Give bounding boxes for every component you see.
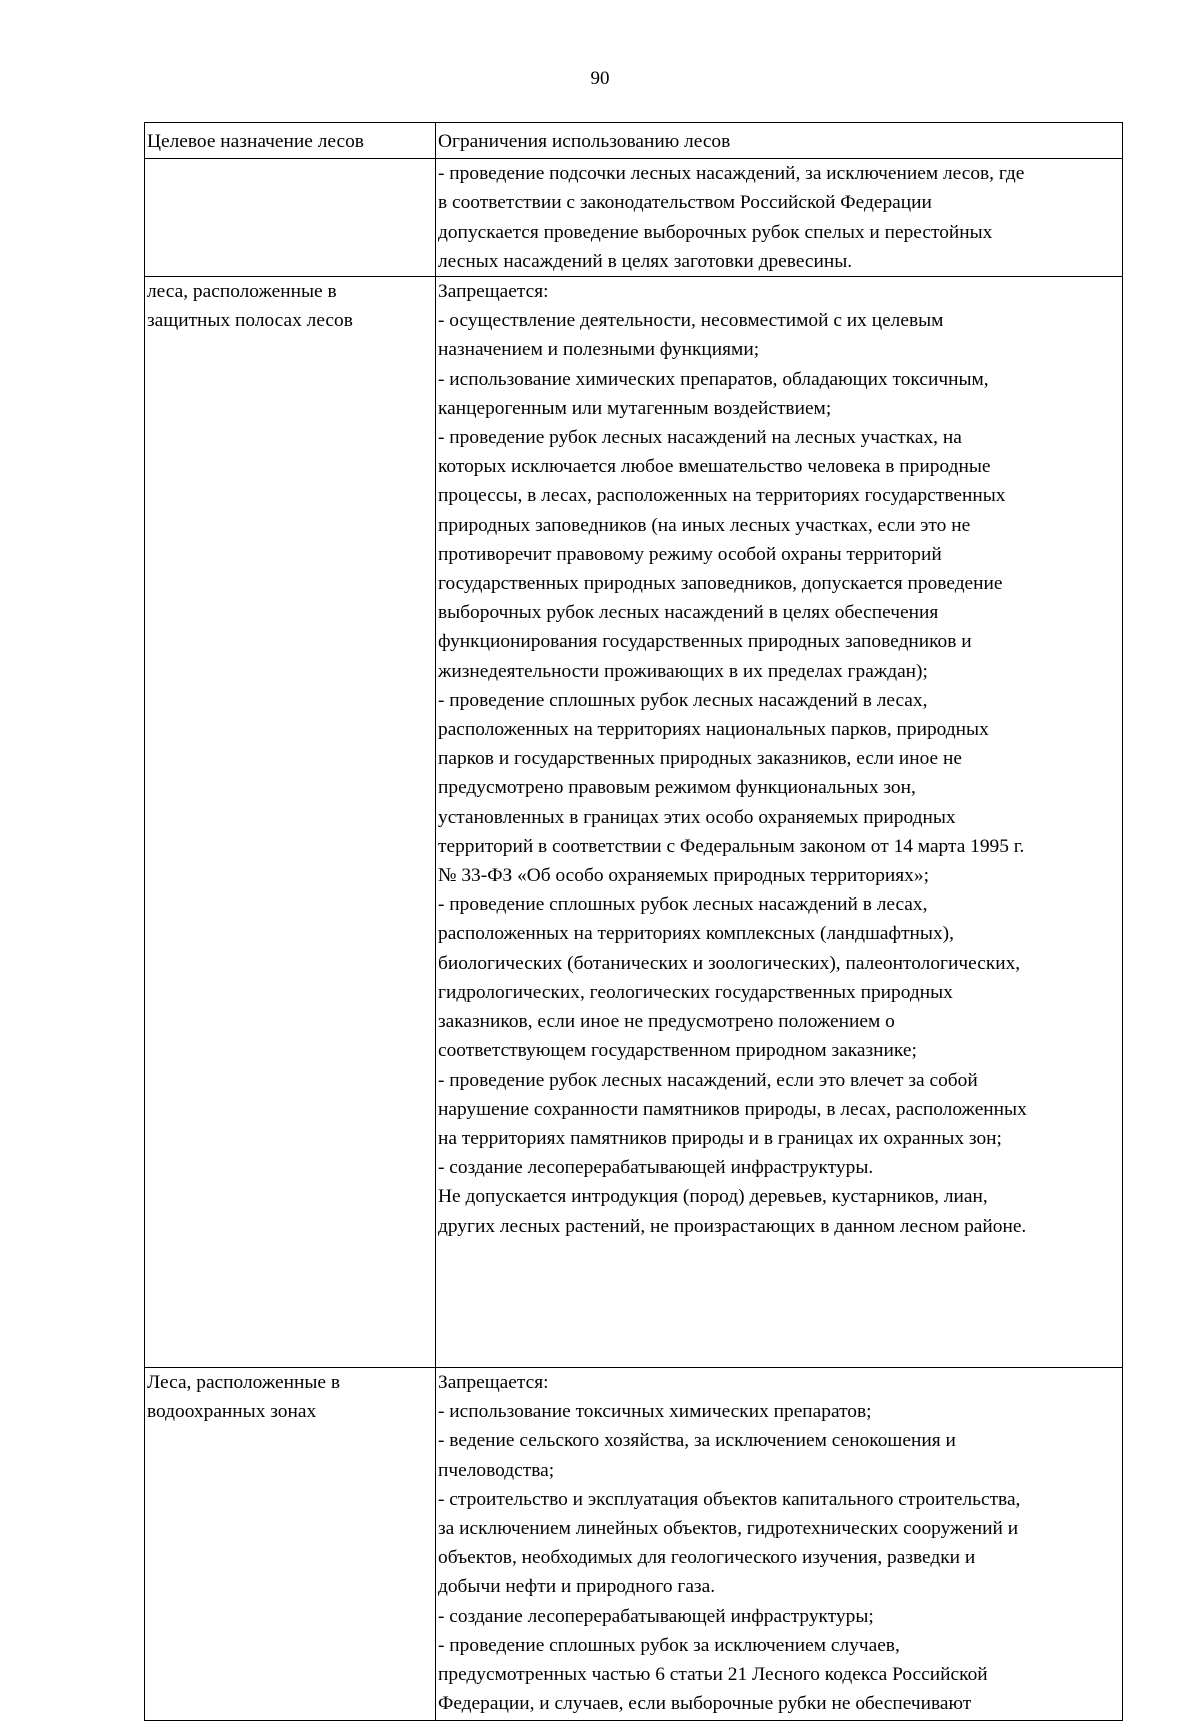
text-line: Федерации, и случаев, если выборочные рубки не обеспечивают: [438, 1693, 972, 1715]
restrictions-cell: [436, 159, 1123, 277]
text-line: природных заповедников (на иных лесных участках, если это не: [438, 514, 971, 536]
text-line: - создание лесоперерабатывающей инфраструктуры;: [438, 1605, 874, 1627]
text-line: - создание лесоперерабатывающей инфраструктуры.: [438, 1157, 874, 1179]
restrictions-table: [144, 122, 1123, 1721]
text-line: других лесных растений, не произрастающих в данном лесном районе.: [438, 1215, 1027, 1237]
purpose-cell: [145, 1368, 436, 1721]
text-line: жизнедеятельности проживающих в их пределах граждан);: [438, 660, 928, 682]
text-line: лесных насаждений в целях заготовки древесины.: [438, 250, 853, 272]
text-line: Леса, расположенные в: [147, 1372, 341, 1394]
text-line: № 33-ФЗ «Об особо охраняемых природных территориях»;: [438, 865, 929, 887]
text-line: - проведение сплошных рубок лесных насаждений в лесах,: [438, 894, 928, 916]
text-line: предусмотренных частью 6 статьи 21 Лесного кодекса Российской: [438, 1664, 988, 1686]
text-line: - использование токсичных химических препаратов;: [438, 1401, 872, 1423]
text-line: объектов, необходимых для геологического изучения, разведки и: [438, 1547, 976, 1569]
text-line: заказников, если иное не предусмотрено положением о: [438, 1011, 895, 1033]
page-number: 90: [590, 68, 610, 89]
text-line: - строительство и эксплуатация объектов капитального строительства,: [438, 1488, 1021, 1510]
text-line: парков и государственных природных заказников, если иное не: [438, 748, 962, 770]
text-line: - проведение рубок лесных насаждений на лесных участках, на: [438, 427, 962, 449]
text-line: - проведение сплошных рубок за исключением случаев,: [438, 1634, 900, 1656]
text-line: которых исключается любое вмешательство человека в природные: [438, 456, 991, 478]
text-line: назначением и полезными функциями;: [438, 339, 760, 361]
text-line: процессы, в лесах, расположенных на территориях государственных: [438, 485, 1006, 507]
table-header-row: [145, 123, 1123, 159]
purpose-cell: [145, 277, 436, 1368]
text-line: противоречит правовому режиму особой охраны территорий: [438, 543, 942, 565]
table-row: [145, 277, 1123, 1368]
text-line: на территориях памятников природы и в границах их охранных зон;: [438, 1127, 1002, 1149]
text-line: - осуществление деятельности, несовместимой с их целевым: [438, 310, 944, 332]
text-line: водоохранных зонах: [147, 1401, 317, 1423]
text-line: биологических (ботанических и зоологических), палеонтологических,: [438, 952, 1021, 974]
text-line: территорий в соответствии с Федеральным законом от 14 марта 1995 г.: [438, 835, 1025, 857]
text-line: предусмотрено правовым режимом функциональных зон,: [438, 777, 916, 799]
text-line: Не допускается интродукция (пород) деревьев, кустарников, лиан,: [438, 1186, 988, 1208]
restrictions-cell: [436, 277, 1123, 1368]
text-line: пчеловодства;: [438, 1459, 555, 1481]
text-line: - использование химических препаратов, обладающих токсичным,: [438, 368, 989, 390]
text-line: Запрещается:: [438, 281, 549, 303]
text-line: добычи нефти и природного газа.: [438, 1576, 716, 1598]
text-line: гидрологических, геологических государственных природных: [438, 981, 953, 1003]
restrictions-cell: [436, 1368, 1123, 1721]
text-line: государственных природных заповедников, допускается проведение: [438, 573, 1003, 595]
text-line: нарушение сохранности памятников природы, в лесах, расположенных: [438, 1098, 1027, 1120]
table-row: [145, 1368, 1123, 1721]
text-line: расположенных на территориях национальных парков, природных: [438, 719, 989, 741]
text-line: - проведение сплошных рубок лесных насаждений в лесах,: [438, 689, 928, 711]
text-line: установленных в границах этих особо охраняемых природных: [438, 806, 956, 828]
header-purpose: Целевое назначение лесов: [145, 123, 436, 159]
header-restrictions: Ограничения использованию лесов: [436, 123, 1123, 159]
text-line: соответствующем государственном природном заказнике;: [438, 1040, 917, 1062]
text-line: канцерогенным или мутагенным воздействием;: [438, 397, 832, 419]
text-line: - проведение рубок лесных насаждений, если это влечет за собой: [438, 1069, 978, 1091]
text-line: расположенных на территориях комплексных (ландшафтных),: [438, 923, 954, 945]
text-line: функционирования государственных природных заповедников и: [438, 631, 972, 653]
text-line: выборочных рубок лесных насаждений в целях обеспечения: [438, 602, 939, 624]
purpose-cell: [145, 159, 436, 277]
text-line: - ведение сельского хозяйства, за исключением сенокошения и: [438, 1430, 956, 1452]
text-line: допускается проведение выборочных рубок спелых и перестойных: [438, 221, 993, 243]
text-line: защитных полосах лесов: [147, 310, 353, 332]
text-line: - проведение подсочки лесных насаждений, за исключением лесов, где: [438, 163, 1025, 185]
text-line: Запрещается:: [438, 1372, 549, 1394]
text-line: леса, расположенные в: [147, 281, 337, 303]
table-row: [145, 159, 1123, 277]
text-line: в соответствии с законодательством Российской Федерации: [438, 192, 932, 214]
text-line: за исключением линейных объектов, гидротехнических сооружений и: [438, 1518, 1019, 1540]
